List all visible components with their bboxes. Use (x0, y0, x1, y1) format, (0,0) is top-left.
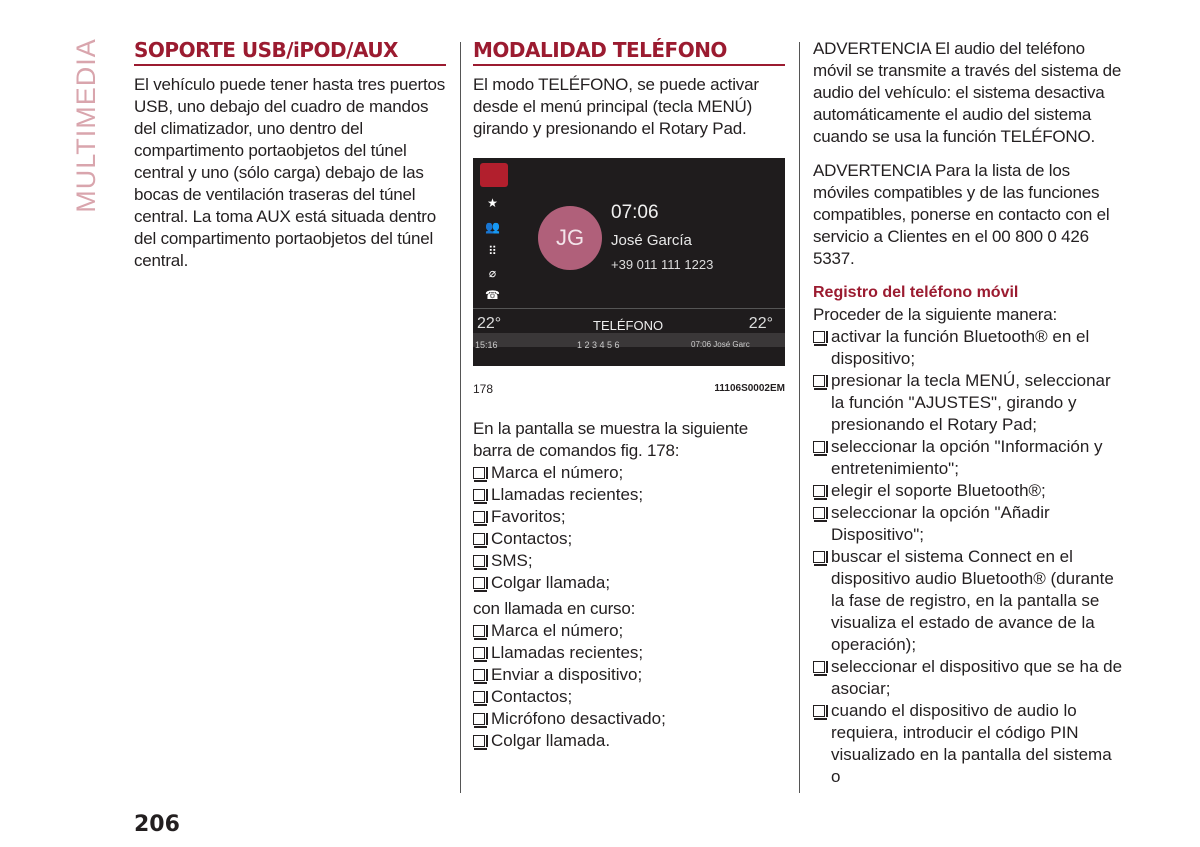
checkbox-icon (813, 507, 825, 519)
mute-icon: ⌀ (488, 266, 497, 280)
column-divider-1 (460, 42, 461, 793)
checkbox-icon (813, 661, 825, 673)
temp-left: 22° (477, 315, 502, 332)
during-call-label: con llamada en curso: (473, 599, 636, 618)
hangup-icon: ☎ (485, 288, 500, 302)
checkbox-icon (813, 705, 825, 717)
keypad-icon: ⠿ (488, 244, 497, 258)
command-list-2 (473, 620, 785, 752)
column-warnings (813, 38, 1123, 788)
list-item: elegir el soporte Bluetooth®; (813, 480, 1123, 502)
checkbox-icon (813, 485, 825, 497)
contacts-icon: 👥 (485, 220, 500, 234)
recent-calls-icon (480, 163, 508, 187)
screen-side-menu (476, 158, 509, 302)
checkbox-icon (473, 533, 485, 545)
list-item: buscar el sistema Connect en el dispositivo audio Bluetooth® (durante la fase de registro, en la pantalla se visualiza el estado de avance de la operación); (813, 546, 1123, 656)
checkbox-icon (813, 551, 825, 563)
list-item: SMS; (473, 550, 785, 572)
list-item: activar la función Bluetooth® en el dispositivo; (813, 326, 1123, 370)
figure-caption (473, 378, 785, 400)
list-item: seleccionar la opción "Añadir Dispositivo"; (813, 502, 1123, 546)
screen-divider (473, 308, 785, 309)
contact-avatar: JG (538, 206, 602, 270)
list-item: Llamadas recientes; (473, 484, 785, 506)
list-item: Marca el número; (473, 462, 785, 484)
side-tab-label: MULTIMEDIA (70, 37, 101, 213)
warning-compatibility: ADVERTENCIA Para la lista de los móviles compatibles y de las funciones compatibles, ponerse en contacto con el servicio a Clientes en el 00 800 0 426 5337. (813, 161, 1110, 268)
checkbox-icon (813, 331, 825, 343)
temp-right: 22° (748, 315, 773, 332)
checkbox-icon (473, 691, 485, 703)
column-usb (134, 38, 446, 272)
list-item: Contactos; (473, 686, 785, 708)
list-item: Micrófono desactivado; (473, 708, 785, 730)
usb-paragraph: El vehículo puede tener hasta tres puertos USB, uno debajo del cuadro de mandos del climatizador, uno dentro del compartimento portaobjetos del túnel central y uno (sólo carga) debajo de las bocas de ventilación traseras del túnel central. La toma AUX está situada dentro del compartimento portaobjetos del túnel central. (134, 75, 446, 270)
section-title-phone: MODALIDAD TELÉFONO (473, 38, 785, 66)
figure-number: 178 (473, 382, 494, 396)
column-divider-2 (799, 42, 800, 793)
list-item: seleccionar el dispositivo que se ha de asociar; (813, 656, 1123, 700)
checkbox-icon (473, 647, 485, 659)
list-item: cuando el dispositivo de audio lo requiera, introducir el código PIN visualizado en la pantalla del sistema o (813, 700, 1123, 788)
checkbox-icon (473, 735, 485, 747)
list-item: Enviar a dispositivo; (473, 664, 785, 686)
status-clock: 15:16 (475, 340, 498, 350)
checkbox-icon (473, 489, 485, 501)
contact-phone: +39 011 111 1223 (611, 257, 714, 272)
list-item: Colgar llamada. (473, 730, 785, 752)
contact-name: José García (611, 232, 692, 249)
list-item: Contactos; (473, 528, 785, 550)
status-call: 07:06 José Garc (691, 340, 750, 349)
status-presets: 1 2 3 4 5 6 (577, 340, 620, 350)
column-phone-mode (473, 38, 785, 752)
page-number: 206 (134, 812, 180, 837)
checkbox-icon (473, 577, 485, 589)
list-item: Marca el número; (473, 620, 785, 642)
command-list-1 (473, 462, 785, 594)
section-title-usb: SOPORTE USB/iPOD/AUX (134, 38, 446, 66)
list-item: presionar la tecla MENÚ, seleccionar la función "AJUSTES", girando y presionando el Rotary Pad; (813, 370, 1123, 436)
warning-audio: ADVERTENCIA El audio del teléfono móvil se transmite a través del sistema de audio del vehículo: el sistema desactiva automáticamente el audio del sistema cuando se usa la función TELÉFONO. (813, 39, 1122, 146)
list-item: Colgar llamada; (473, 572, 785, 594)
phone-intro: El modo TELÉFONO, se puede activar desde el menú principal (tecla MENÚ) girando y presionando el Rotary Pad. (473, 75, 759, 138)
checkbox-icon (813, 441, 825, 453)
checkbox-icon (473, 511, 485, 523)
list-item: seleccionar la opción "Información y entretenimiento"; (813, 436, 1123, 480)
figure-code: 11106S0002EM (714, 383, 785, 394)
call-time: 07:06 (611, 202, 659, 223)
favorites-icon: ★ (487, 196, 498, 210)
checkbox-icon (473, 625, 485, 637)
command-bar-intro: En la pantalla se muestra la siguiente barra de comandos fig. 178: (473, 419, 748, 460)
registration-subhead: Registro del teléfono móvil (813, 284, 1019, 301)
section-side-tab (66, 37, 106, 213)
phone-screen-figure (473, 158, 785, 366)
list-item: Llamadas recientes; (473, 642, 785, 664)
checkbox-icon (813, 375, 825, 387)
checkbox-icon (473, 467, 485, 479)
checkbox-icon (473, 669, 485, 681)
registration-steps (813, 326, 1123, 788)
screen-mode-label: TELÉFONO (593, 318, 664, 333)
checkbox-icon (473, 713, 485, 725)
registration-intro: Proceder de la siguiente manera: (813, 305, 1058, 324)
list-item: Favoritos; (473, 506, 785, 528)
checkbox-icon (473, 555, 485, 567)
